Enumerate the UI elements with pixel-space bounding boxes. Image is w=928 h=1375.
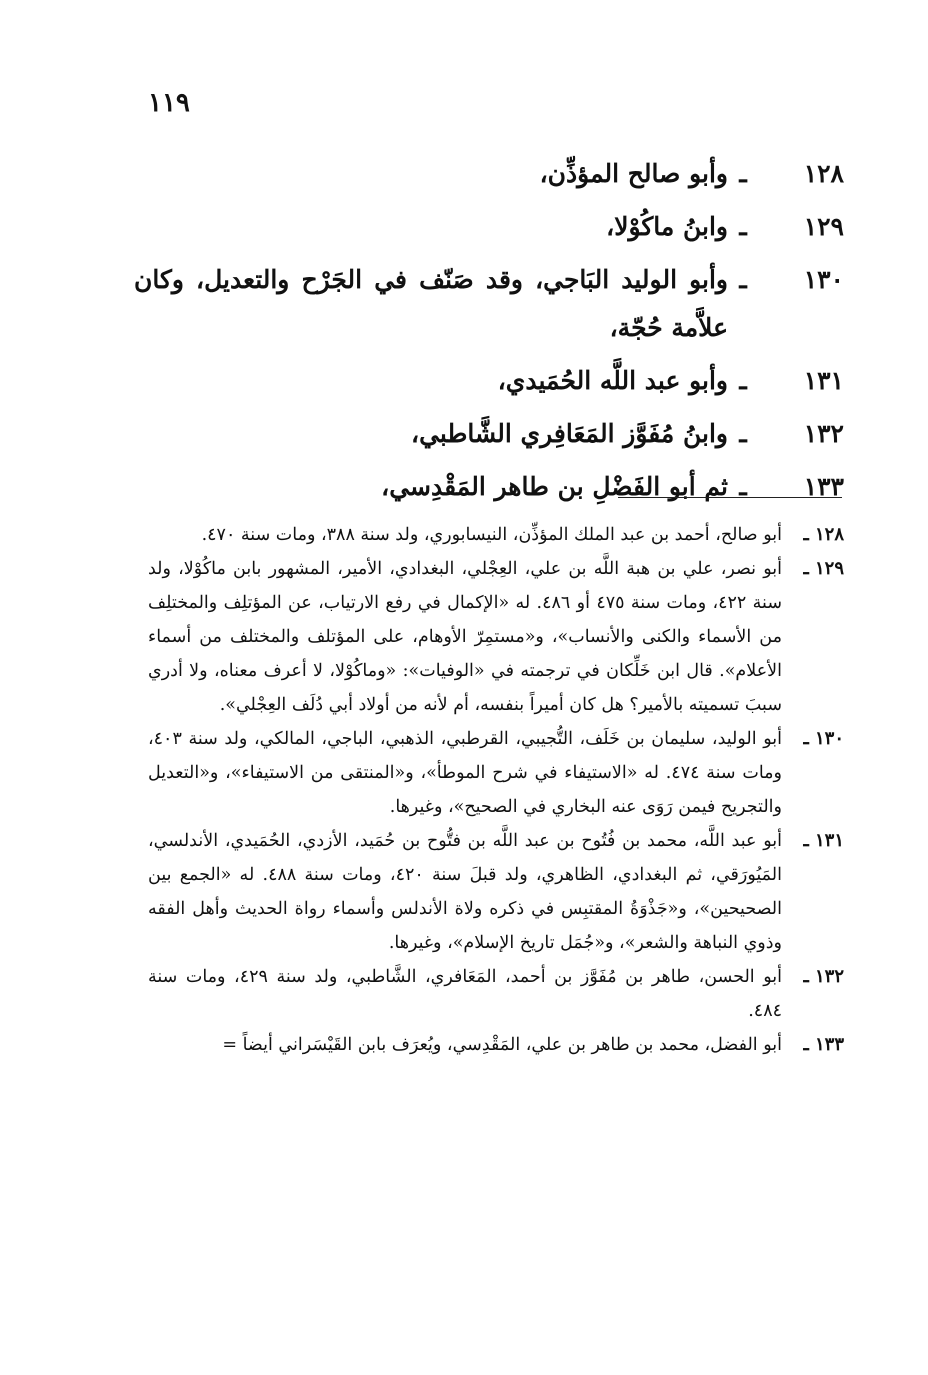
main-entry [134, 256, 844, 352]
footnote [148, 960, 844, 1028]
footnote [148, 518, 844, 552]
main-entry [134, 410, 844, 458]
entry-text: وأبو الوليد البَاجي، وقد صَنّف في الجَرْح والتعديل، وكان علاَّمة حُجّة، [134, 265, 728, 342]
footnote-number: ١٣٢ ـ [803, 966, 844, 987]
entry-dash: ـ [739, 472, 747, 501]
entry-number: ١٢٩ [803, 212, 844, 241]
entry-text: وابنُ ماكُوْلا، [606, 212, 728, 241]
footnote-number: ١٣٠ ـ [803, 728, 844, 749]
entry-dash: ـ [739, 265, 747, 294]
entry-text: وأبو صالح المؤذِّن، [539, 159, 728, 188]
entry-dash: ـ [739, 366, 747, 395]
footnote-separator [618, 497, 842, 498]
entry-dash: ـ [739, 159, 747, 188]
footnote-number: ١٣١ ـ [803, 830, 844, 851]
main-entry [134, 357, 844, 405]
main-entry [134, 150, 844, 198]
footnote-text: أبو الفضل، محمد بن طاهر بن علي، المَقْدِسي، ويُعرَف بابن القَيْسَراني أيضاً = [222, 1035, 782, 1055]
entry-text: ثم أبو الفَضْلِ بن طاهر المَقْدِسي، [381, 472, 728, 501]
entry-number: ١٢٨ [803, 159, 844, 188]
footnote-number: ١٣٣ ـ [803, 1034, 844, 1055]
footnote-text: أبو صالح، أحمد بن عبد الملك المؤذِّن، النيسابوري، ولد سنة ٣٨٨، ومات سنة ٤٧٠. [201, 525, 782, 545]
main-entry [134, 463, 844, 511]
footnote [148, 824, 844, 960]
main-entry [134, 203, 844, 251]
entry-number: ١٣١ [803, 366, 844, 395]
footnote-text: أبو الوليد، سليمان بن خَلَف، التُّجيبي، القرطبي، الذهبي، الباجي، المالكي، ولد سنة ٤٠٣، ومات سنة ٤٧٤. له «الاستيفاء في شرح الموطأ»، و«المنتقى من الاستيفاء»، و«التعديل والتجريح فيمن رَوَى عنه البخاري في الصحيح»، وغيرها. [148, 729, 782, 817]
entry-number: ١٣٣ [803, 472, 844, 501]
main-text-list [134, 150, 844, 516]
footnote-text: أبو عبد اللَّه، محمد بن فُتُوح بن عبد اللَّه بن فتُّوح بن حُمَيد، الأزدي، الحُمَيدي، الأندلسي، المَيُورَقي، ثم البغدادي، الظاهري، ولد قبلَ سنة ٤٢٠، ومات سنة ٤٨٨. له «الجمع بين الصحيحين»، و«جَذْوَةُ المقتبِس في ذكره ولاة الأندلس وأسماء رواة الحديث وأهل الفقه وذوي النباهة والشعر»، و«جُمَل تاريخ الإسلام»، وغيرها. [148, 831, 782, 953]
entry-number: ١٣٢ [803, 419, 844, 448]
footnote-number: ١٢٨ ـ [803, 524, 844, 545]
footnote [148, 722, 844, 824]
footnote-text: أبو الحسن، طاهر بن مُفَوَّز بن أحمد، المَعَافري، الشَّاطبي، ولد سنة ٤٢٩، ومات سنة ٤٨٤. [148, 967, 782, 1021]
footnote-number: ١٢٩ ـ [803, 558, 844, 579]
entry-text: وابنُ مُفَوَّز المَعَافِري الشَّاطبي، [411, 419, 728, 448]
entry-number: ١٣٠ [803, 265, 844, 294]
footnote [148, 552, 844, 722]
entry-dash: ـ [739, 212, 747, 241]
footnote [148, 1028, 844, 1062]
page-number: ١١٩ [148, 88, 190, 118]
footnote-text: أبو نصر، علي بن هبة اللَّه بن علي، العِجْلي، البغدادي، الأمير، المشهور بابن ماكُوْلا، ولد سنة ٤٢٢، ومات سنة ٤٧٥ أو ٤٨٦. له «الإكمال في رفع الارتياب، عن المؤتلِف والمختلِف من الأسماء والكنى والأنساب»، و«مستمِرّ الأوهام، على المؤتلف والمختلف من أسماء الأعلام». قال ابن خَلِّكان في ترجمته في «الوفيات»: «وماكُوْلا، لا أعرف معناه، ولا أدري سببَ تسميته بالأمير؟ هل كان أميراً بنفسه، أم لأنه من أولاد أبي دُلَف العِجْلي». [148, 559, 782, 715]
entry-text: وأبو عبد اللَّه الحُمَيدي، [497, 366, 728, 395]
footnotes [148, 518, 844, 1062]
entry-dash: ـ [739, 419, 747, 448]
